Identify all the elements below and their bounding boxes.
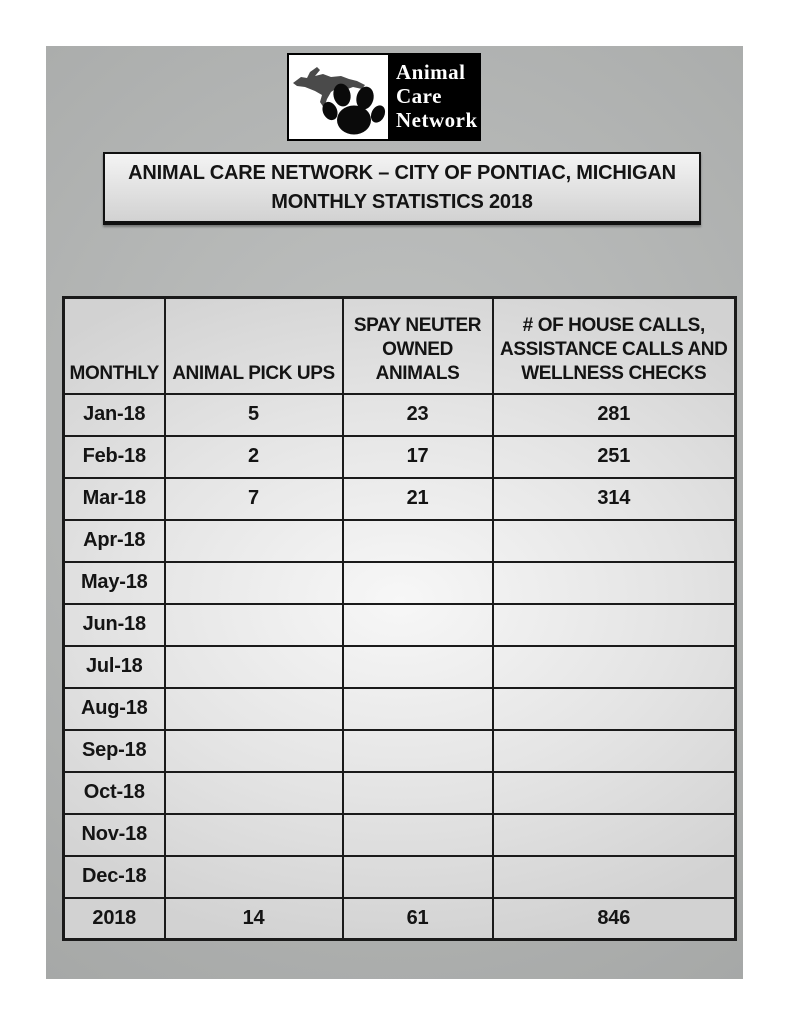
table-row-may (64, 562, 736, 604)
pickups-cell (165, 646, 343, 688)
table-row-jun (64, 604, 736, 646)
calls-cell (493, 562, 736, 604)
pickups-cell (165, 856, 343, 898)
table-header-row (64, 298, 736, 394)
calls-cell: 314 (493, 478, 736, 520)
month-cell: Apr-18 (64, 520, 165, 562)
table-row-jan (64, 394, 736, 436)
month-cell: Oct-18 (64, 772, 165, 814)
calls-cell (493, 646, 736, 688)
total-year-cell: 2018 (64, 898, 165, 940)
table-row-apr (64, 520, 736, 562)
title-banner (103, 152, 701, 225)
michigan-up-silhouette (293, 67, 365, 108)
spay-cell (343, 772, 493, 814)
header-spay-line-1: SPAY NEUTER (353, 314, 482, 336)
pickups-cell (165, 562, 343, 604)
month-cell: Nov-18 (64, 814, 165, 856)
month-cell: May-18 (64, 562, 165, 604)
logo-line-3: Network (396, 108, 478, 132)
spay-cell (343, 604, 493, 646)
table-total-row (64, 898, 736, 940)
month-cell: Sep-18 (64, 730, 165, 772)
spay-cell (343, 520, 493, 562)
month-cell: Aug-18 (64, 688, 165, 730)
spay-cell (343, 814, 493, 856)
table-row-sep (64, 730, 736, 772)
spay-cell (343, 688, 493, 730)
acn-logo (287, 53, 481, 141)
header-animal-pickups: ANIMAL PICK UPS (165, 298, 343, 394)
table-row-aug (64, 688, 736, 730)
pickups-cell (165, 688, 343, 730)
pickups-cell: 7 (165, 478, 343, 520)
pickups-cell (165, 772, 343, 814)
michigan-paw-icon (289, 55, 388, 139)
table-row-oct (64, 772, 736, 814)
calls-cell (493, 814, 736, 856)
total-spay-cell: 61 (343, 898, 493, 940)
total-calls-cell: 846 (493, 898, 736, 940)
spay-cell (343, 730, 493, 772)
table-row-feb (64, 436, 736, 478)
spay-cell: 17 (343, 436, 493, 478)
monthly-statistics-table (62, 296, 737, 941)
logo-line-1: Animal (396, 60, 466, 84)
table-row-dec (64, 856, 736, 898)
banner-title-line-1: ANIMAL CARE NETWORK – CITY OF PONTIAC, MICHIGAN (128, 161, 676, 184)
calls-cell (493, 772, 736, 814)
pickups-cell (165, 730, 343, 772)
calls-cell: 251 (493, 436, 736, 478)
table-row-nov (64, 814, 736, 856)
pickups-cell (165, 604, 343, 646)
logo-line-2: Care (396, 84, 442, 108)
pickups-cell (165, 814, 343, 856)
header-spay-neuter (343, 298, 493, 394)
banner-title-line-2: MONTHLY STATISTICS 2018 (271, 190, 533, 213)
header-calls-line-3: WELLNESS CHECKS (521, 362, 707, 384)
total-pickups-cell: 14 (165, 898, 343, 940)
header-monthly: MONTHLY (64, 298, 165, 394)
calls-cell (493, 520, 736, 562)
header-calls-line-2: ASSISTANCE CALLS AND (500, 338, 728, 360)
pickups-cell: 5 (165, 394, 343, 436)
spay-cell (343, 562, 493, 604)
month-cell: Feb-18 (64, 436, 165, 478)
spay-cell (343, 646, 493, 688)
month-cell: Jan-18 (64, 394, 165, 436)
logo-emblem (287, 53, 390, 141)
header-spay-line-2: OWNED (382, 338, 453, 360)
pickups-cell (165, 520, 343, 562)
header-spay-line-3: ANIMALS (375, 362, 460, 384)
month-cell: Mar-18 (64, 478, 165, 520)
calls-cell (493, 856, 736, 898)
logo-wordmark (390, 53, 481, 141)
calls-cell (493, 730, 736, 772)
table-row-jul (64, 646, 736, 688)
pickups-cell: 2 (165, 436, 343, 478)
spay-cell (343, 856, 493, 898)
header-calls-line-1: # OF HOUSE CALLS, (522, 314, 705, 336)
header-house-calls (493, 298, 736, 394)
table-row-mar (64, 478, 736, 520)
slide-background (46, 46, 743, 979)
calls-cell (493, 604, 736, 646)
spay-cell: 21 (343, 478, 493, 520)
month-cell: Dec-18 (64, 856, 165, 898)
month-cell: Jul-18 (64, 646, 165, 688)
calls-cell (493, 688, 736, 730)
spay-cell: 23 (343, 394, 493, 436)
calls-cell: 281 (493, 394, 736, 436)
month-cell: Jun-18 (64, 604, 165, 646)
